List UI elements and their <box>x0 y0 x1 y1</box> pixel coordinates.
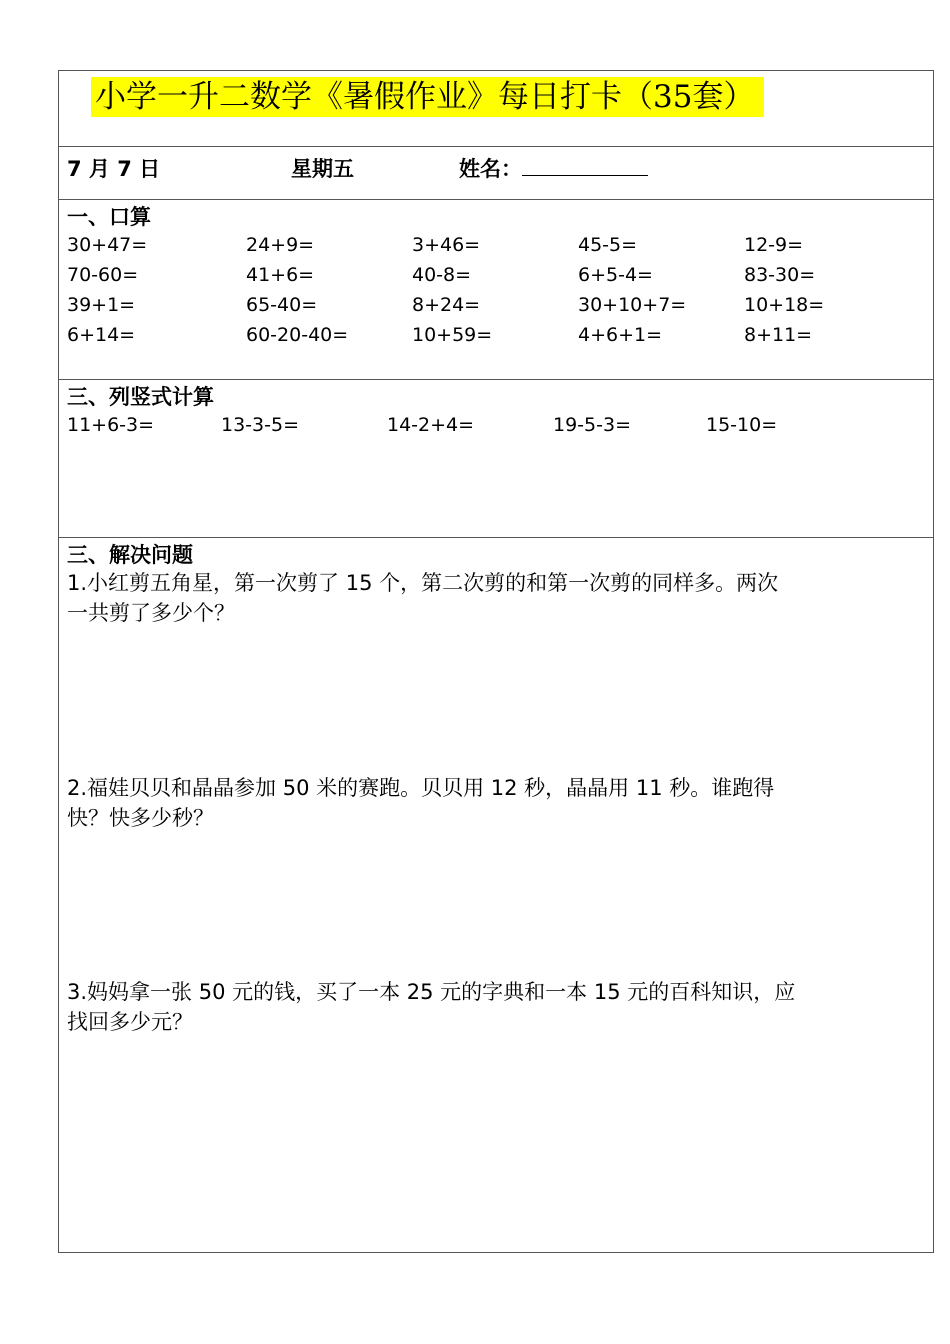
oral-equation: 12-9= <box>744 234 804 256</box>
word-problem-1 <box>67 568 925 628</box>
vertical-equation: 19-5-3= <box>553 414 631 436</box>
oral-equation: 83-30= <box>744 264 816 286</box>
oral-equation: 3+46= <box>412 234 481 256</box>
problem-line: 快？快多少秒？ <box>67 806 214 830</box>
oral-equation: 24+9= <box>246 234 315 256</box>
vertical-equation: 11+6-3= <box>67 414 155 436</box>
oral-equation: 30+10+7= <box>578 294 687 316</box>
problems-section-title: 三、解决问题 <box>67 543 193 567</box>
oral-equation: 40-8= <box>412 264 472 286</box>
vertical-section <box>59 380 933 538</box>
oral-equation: 65-40= <box>246 294 318 316</box>
info-row <box>59 147 933 200</box>
vertical-equation: 14-2+4= <box>387 414 475 436</box>
title-row <box>59 71 933 147</box>
oral-section <box>59 200 933 380</box>
oral-equation: 10+18= <box>744 294 825 316</box>
oral-equation: 10+59= <box>412 324 493 346</box>
oral-equation: 8+24= <box>412 294 481 316</box>
oral-equation: 41+6= <box>246 264 315 286</box>
oral-equation: 30+47= <box>67 234 148 256</box>
weekday-label: 星期五 <box>291 157 354 181</box>
date-label: 7 月 7 日 <box>67 157 161 181</box>
oral-section-title: 一、口算 <box>67 205 151 229</box>
problem-line: 2.福娃贝贝和晶晶参加 50 米的赛跑。贝贝用 12 秒，晶晶用 11 秒。谁跑得 <box>67 776 775 800</box>
problem-line: 一共剪了多少个？ <box>67 601 235 625</box>
oral-equation: 6+14= <box>67 324 136 346</box>
name-blank-line[interactable] <box>522 153 648 176</box>
name-label: 姓名： <box>459 157 522 181</box>
word-problem-2 <box>67 773 925 833</box>
page-title: 小学一升二数学《暑假作业》每日打卡（35套） <box>91 77 764 117</box>
oral-equation: 60-20-40= <box>246 324 349 346</box>
oral-equation: 39+1= <box>67 294 136 316</box>
oral-equation: 6+5-4= <box>578 264 653 286</box>
oral-equation: 45-5= <box>578 234 638 256</box>
problems-section <box>59 538 933 1254</box>
problem-line: 找回多少元？ <box>67 1010 193 1034</box>
oral-equation: 8+11= <box>744 324 813 346</box>
vertical-equation: 13-3-5= <box>221 414 299 436</box>
oral-equation: 4+6+1= <box>578 324 663 346</box>
oral-equation: 70-60= <box>67 264 139 286</box>
problem-line: 3.妈妈拿一张 50 元的钱，买了一本 25 元的字典和一本 15 元的百科知识，应 <box>67 980 796 1004</box>
worksheet <box>58 70 934 1253</box>
name-field[interactable] <box>459 147 648 191</box>
word-problem-3 <box>67 977 925 1037</box>
problem-line: 1.小红剪五角星，第一次剪了 15 个，第二次剪的和第一次剪的同样多。两次 <box>67 571 779 595</box>
vertical-equation: 15-10= <box>706 414 778 436</box>
vertical-section-title: 三、列竖式计算 <box>67 385 214 409</box>
